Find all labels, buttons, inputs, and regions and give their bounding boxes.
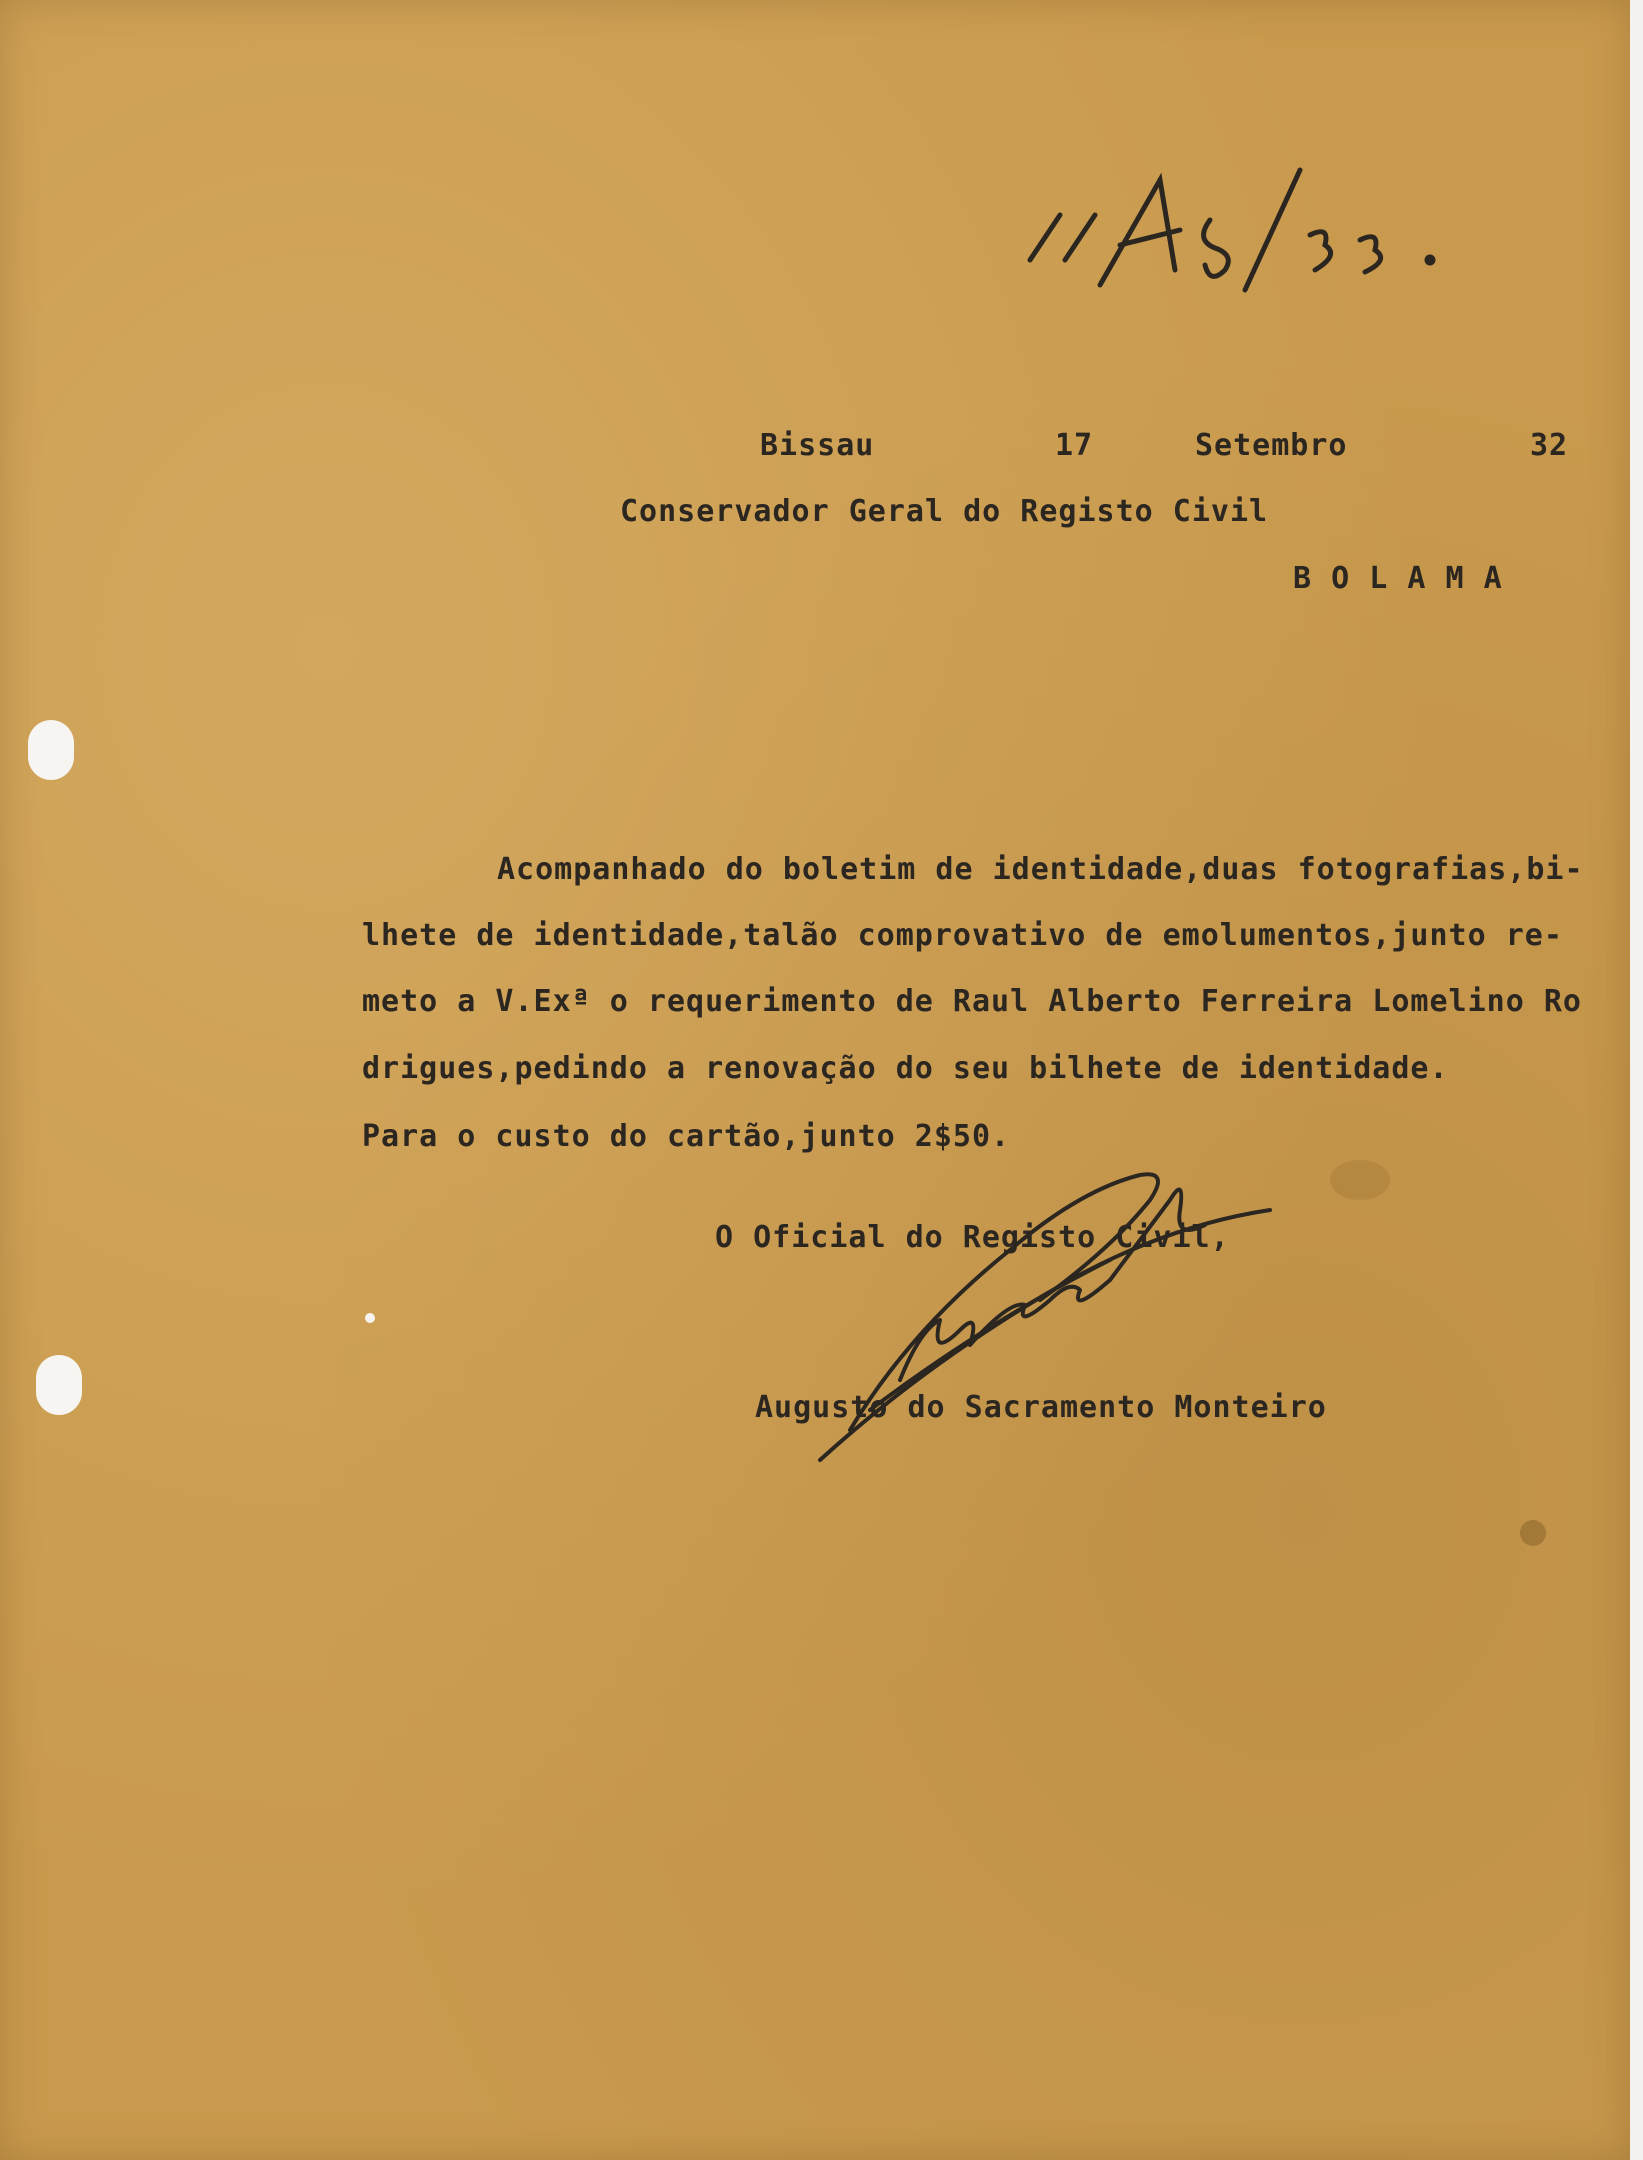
stain-spot — [1330, 1160, 1390, 1200]
stain-spot — [1520, 1520, 1546, 1546]
body-line: lhete de identidade,talão comprovativo de emolumentos,junto re- — [362, 918, 1563, 953]
scan-edge — [1630, 0, 1643, 2160]
closing-role: O Oficial do Registo Civil, — [715, 1220, 1230, 1255]
body-line: meto a V.Exª o requerimento de Raul Alberto Ferreira Lomelino Ro — [362, 984, 1582, 1019]
punch-hole-top — [28, 720, 74, 780]
stain-spot — [365, 1313, 375, 1323]
header-day: 17 — [1055, 428, 1094, 463]
punch-hole-bottom — [36, 1355, 82, 1415]
handwritten-signature — [810, 1130, 1290, 1470]
handwritten-reference-number — [1010, 160, 1450, 310]
recipient-city: B O L A M A — [1293, 561, 1503, 596]
body-line: Para o custo do cartão,junto 2$50. — [362, 1119, 1011, 1154]
body-line: drigues,pedindo a renovação do seu bilhete de identidade. — [362, 1051, 1449, 1086]
body-line: Acompanhado do boletim de identidade,duas fotografias,bi- — [497, 852, 1584, 887]
recipient-title: Conservador Geral do Registo Civil — [620, 494, 1269, 529]
header-month: Setembro — [1195, 428, 1348, 463]
signatory-name: Augusto do Sacramento Monteiro — [755, 1390, 1327, 1425]
header-year: 32 — [1530, 428, 1569, 463]
header-place: Bissau — [760, 428, 875, 463]
